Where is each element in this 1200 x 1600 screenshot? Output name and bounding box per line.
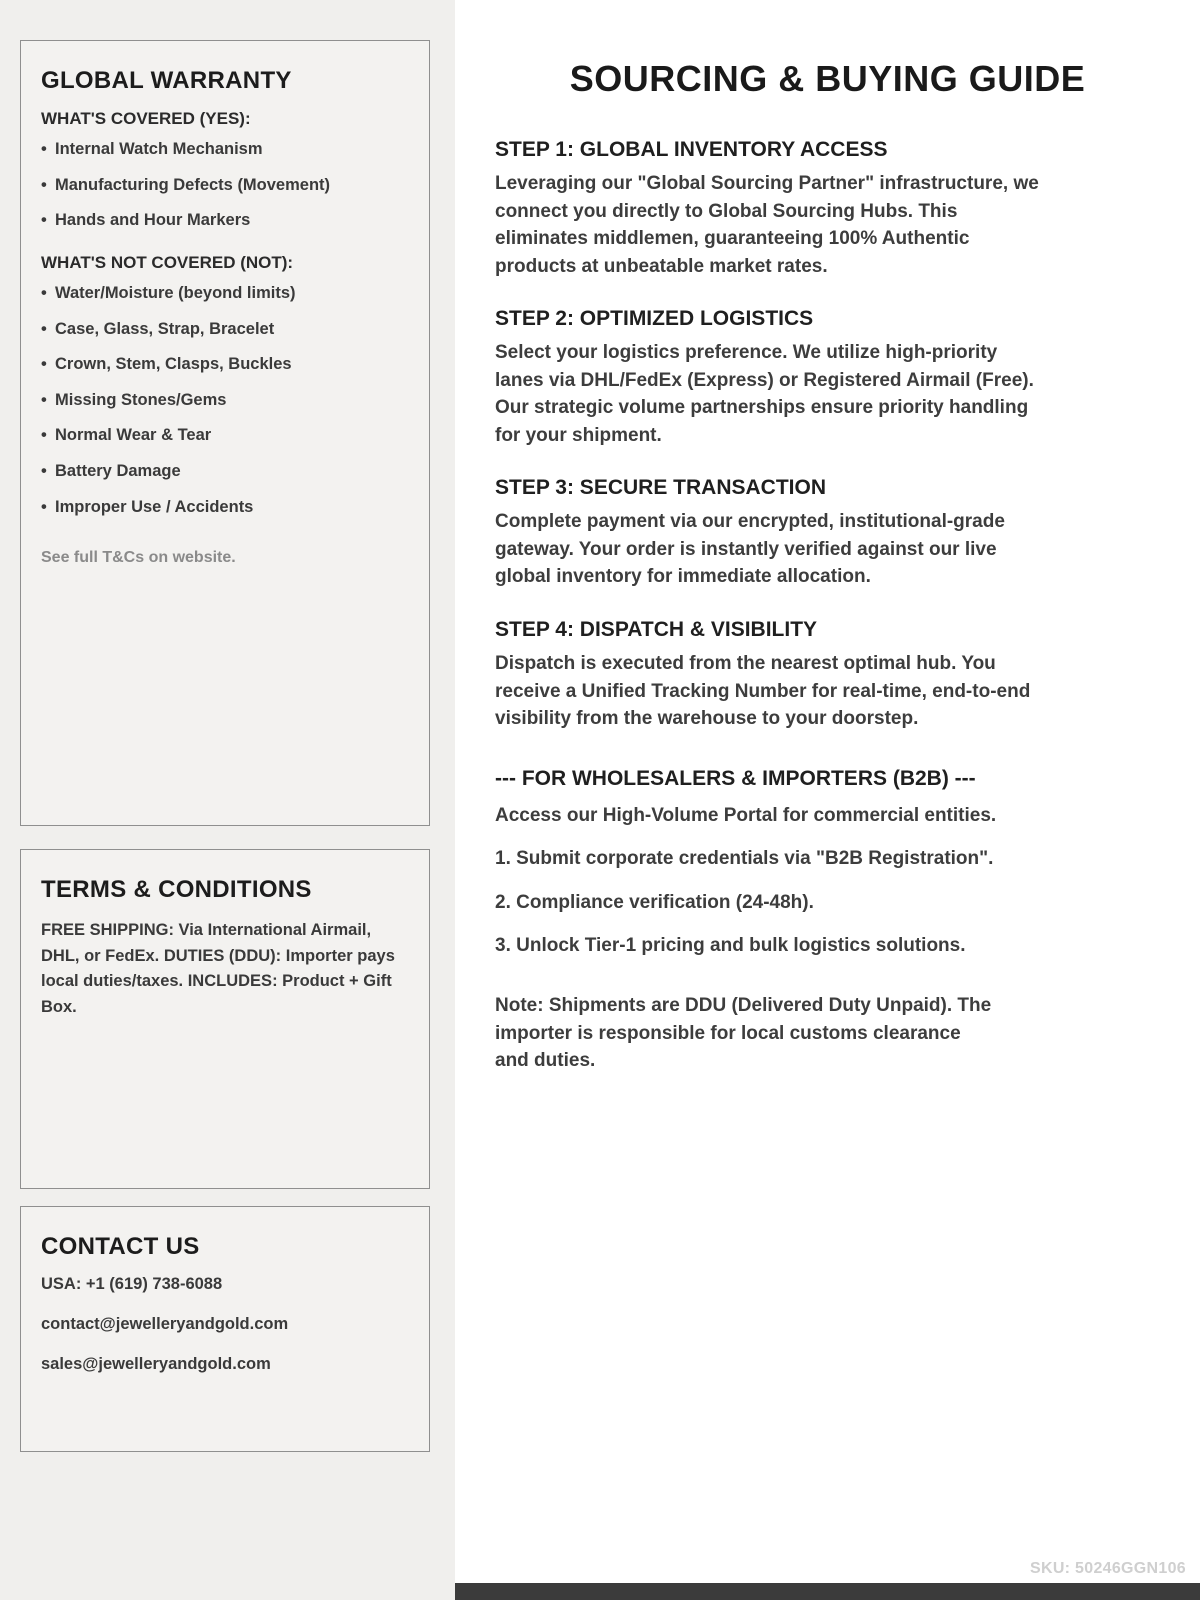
step-body: Select your logistics preference. We utilize high-priority lanes via DHL/FedEx (Express) or Registered Airmail (Free). Our strategic volume partnerships ensure priority handling for your shipment.	[495, 342, 1034, 446]
b2b-heading: --- FOR WHOLESALERS & IMPORTERS (B2B) ---	[495, 766, 976, 790]
list-item: • Missing Stones/Gems	[41, 390, 407, 411]
step-heading: STEP 4: DISPATCH & VISIBILITY	[495, 618, 818, 642]
step-4	[495, 618, 1160, 733]
list-item: • Hands and Hour Markers	[41, 210, 407, 231]
contact-title: CONTACT US	[41, 1233, 200, 1260]
b2b-item: 3. Unlock Tier-1 pricing and bulk logistics solutions.	[495, 935, 966, 957]
list-item: • Case, Glass, Strap, Bracelet	[41, 319, 407, 340]
step-1	[495, 138, 1160, 280]
step-heading: STEP 2: OPTIMIZED LOGISTICS	[495, 307, 814, 331]
step-heading: STEP 3: SECURE TRANSACTION	[495, 476, 826, 500]
list-item: • Internal Watch Mechanism	[41, 139, 407, 160]
list-item: • Water/Moisture (beyond limits)	[41, 283, 407, 304]
page-title: SOURCING & BUYING GUIDE	[569, 58, 1086, 99]
not-covered-list	[41, 283, 407, 517]
step-heading: STEP 1: GLOBAL INVENTORY ACCESS	[495, 138, 888, 161]
step-body: Dispatch is executed from the nearest optimal hub. You receive a Unified Tracking Number for real-time, end-to-end visibility from the warehouse to your doorstep.	[495, 653, 1031, 730]
contact-email: contact@jewelleryandgold.com	[41, 1315, 289, 1333]
warranty-box	[20, 40, 430, 826]
list-item: • Improper Use / Accidents	[41, 497, 407, 518]
terms-body: FREE SHIPPING: Via International Airmail, DHL, or FedEx. DUTIES (DDU): Importer pays local duties/taxes. INCLUDES: Product + Gift Box.	[41, 921, 395, 1016]
b2b-item: 1. Submit corporate credentials via "B2B Registration".	[495, 848, 994, 870]
b2b-section	[495, 767, 1160, 1075]
list-item: • Crown, Stem, Clasps, Buckles	[41, 354, 407, 375]
list-item: • Battery Damage	[41, 461, 407, 482]
warranty-title: GLOBAL WARRANTY	[41, 67, 292, 94]
list-item: • Manufacturing Defects (Movement)	[41, 175, 407, 196]
main-content	[455, 0, 1200, 1600]
sku-label: SKU: 50246GGN106	[1030, 1560, 1186, 1577]
covered-list	[41, 139, 407, 231]
terms-title: TERMS & CONDITIONS	[41, 876, 312, 903]
contact-phone: USA: +1 (619) 738-6088	[41, 1275, 223, 1293]
warranty-footnote: See full T&Cs on website.	[41, 549, 236, 567]
step-3	[495, 476, 1160, 591]
b2b-intro: Access our High-Volume Portal for commercial entities.	[495, 804, 997, 826]
step-body: Complete payment via our encrypted, institutional-grade gateway. Your order is instantly verified against our live global inventory for immediate allocation.	[495, 511, 1005, 588]
contact-box	[20, 1206, 430, 1452]
b2b-item: 2. Compliance verification (24-48h).	[495, 891, 814, 913]
list-item: • Normal Wear & Tear	[41, 425, 407, 446]
covered-heading: WHAT'S COVERED (YES):	[41, 109, 251, 128]
contact-email-sales: sales@jewelleryandgold.com	[41, 1355, 271, 1373]
terms-box	[20, 849, 430, 1189]
sidebar	[0, 0, 455, 1600]
b2b-note: Note: Shipments are DDU (Delivered Duty Unpaid). The importer is responsible for local customs clearance and duties.	[495, 995, 992, 1072]
step-body: Leveraging our "Global Sourcing Partner" infrastructure, we connect you directly to Global Sourcing Hubs. This eliminates middlemen, guaranteeing 100% Authentic products at unbeatable market rates.	[495, 173, 1039, 277]
step-2	[495, 307, 1160, 449]
not-covered-heading: WHAT'S NOT COVERED (NOT):	[41, 252, 294, 272]
footer-bar	[455, 1583, 1200, 1600]
